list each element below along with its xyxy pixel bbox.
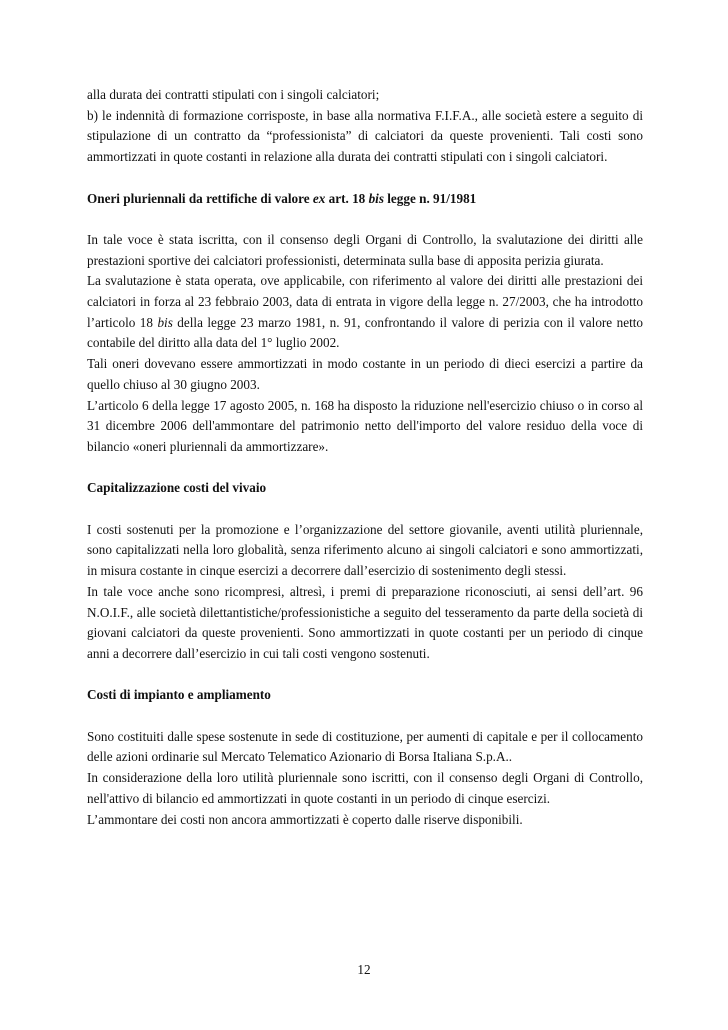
spacer bbox=[87, 458, 643, 479]
intro-item-b: b) le indennità di formazione corrisposte, in base alla normativa F.I.F.A., alle società estere a seguito di stipulazione di un contratto da “professionista” di calciatori da queste provenienti. Tali costi sono ammortizzati in quote costanti in relazione alla durata dei contratti stipulati con i singoli calciatori. bbox=[87, 107, 643, 165]
spacer bbox=[87, 168, 643, 189]
spacer bbox=[87, 706, 643, 727]
oneri-paragraph-2 bbox=[87, 271, 643, 354]
oneri-paragraph-2-part1: La svalutazione è stata operata, ove applicabile, con riferimento al valore dei diritti alle prestazioni dei calciatori in forza al 23 febbraio 2003, data di entrata in vigore della legge n. 27/2003, che ha introdotto l’articolo 18 bbox=[87, 273, 643, 330]
oneri-paragraph-1: In tale voce è stata iscritta, con il consenso degli Organi di Controllo, la svalutazione dei diritti alle prestazioni sportive dei calciatori professionisti, determinata sulla base di apposita perizia giurata. bbox=[87, 231, 643, 268]
oneri-paragraph-3: Tali oneri dovevano essere ammortizzati in modo costante in un periodo di dieci esercizi a partire da quello chiuso al 30 giugno 2003. bbox=[87, 356, 643, 392]
heading-oneri-ex: ex bbox=[312, 190, 326, 206]
heading-oneri-part1: Oneri pluriennali da rettifiche di valore bbox=[87, 190, 313, 206]
spacer bbox=[87, 209, 643, 230]
impianto-paragraph-2: In considerazione della loro utilità pluriennale sono iscritti, con il consenso degli Organi di Controllo, nell'attivo di bilancio ed ammortizzati in quote costanti in un periodo di cinque esercizi. bbox=[87, 770, 643, 806]
heading-oneri-part3: legge n. 91/1981 bbox=[383, 190, 477, 206]
heading-oneri-pluriennali bbox=[87, 189, 643, 210]
impianto-paragraph-1: Sono costituiti dalle spese sostenute in sede di costituzione, per aumenti di capitale e per il collocamento delle azioni ordinarie sul Mercato Telematico Azionario di Borsa Italiana S.p.A.. bbox=[87, 728, 643, 765]
oneri-paragraph-2-part2: della legge 23 marzo 1981, n. 91, confrontando il valore di perizia con il valore netto contabile del diritto alla data del 1° luglio 2002. bbox=[87, 314, 643, 351]
heading-oneri-part2: art. 18 bbox=[325, 190, 369, 206]
vivaio-paragraph-2: In tale voce anche sono ricompresi, altresì, i premi di preparazione riconosciuti, ai sensi dell’art. 96 N.O.I.F., alle società dilettantistiche/professionistiche a seguito del tesseramento da parte della società di giovani calciatori da queste provenienti. Sono ammortizzati in quote costanti per un periodo di cinque anni a decorrere dall’esercizio in cui tali costi vengono sostenuti. bbox=[87, 583, 643, 661]
oneri-paragraph-2-bis: bis bbox=[157, 314, 173, 330]
spacer bbox=[87, 665, 643, 686]
impianto-paragraph-3: L’ammontare dei costi non ancora ammortizzati è coperto dalle riserve disponibili. bbox=[87, 811, 523, 827]
intro-continuation: alla durata dei contratti stipulati con i singoli calciatori; bbox=[87, 87, 380, 102]
heading-capitalizzazione-vivaio: Capitalizzazione costi del vivaio bbox=[87, 480, 267, 496]
heading-oneri-bis: bis bbox=[368, 190, 384, 206]
document-body bbox=[87, 85, 643, 830]
heading-costi-impianto: Costi di impianto e ampliamento bbox=[87, 687, 271, 703]
oneri-paragraph-4: L’articolo 6 della legge 17 agosto 2005, n. 168 ha disposto la riduzione nell'esercizio chiuso o in corso al 31 dicembre 2006 dell'ammontare del patrimonio netto dell'importo del valore residuo della voce di bilancio «oneri pluriennali da ammortizzare». bbox=[87, 397, 643, 454]
vivaio-paragraph-1: I costi sostenuti per la promozione e l’organizzazione del settore giovanile, aventi utilità pluriennale, sono capitalizzati nella loro globalità, senza riferimento alcuno ai singoli calciatori e sono ammortizzati, in misura costante in cinque esercizi a decorrere dall’esercizio di sostenimento degli stessi. bbox=[87, 521, 643, 579]
spacer bbox=[87, 499, 643, 520]
page-number: 12 bbox=[357, 962, 371, 977]
